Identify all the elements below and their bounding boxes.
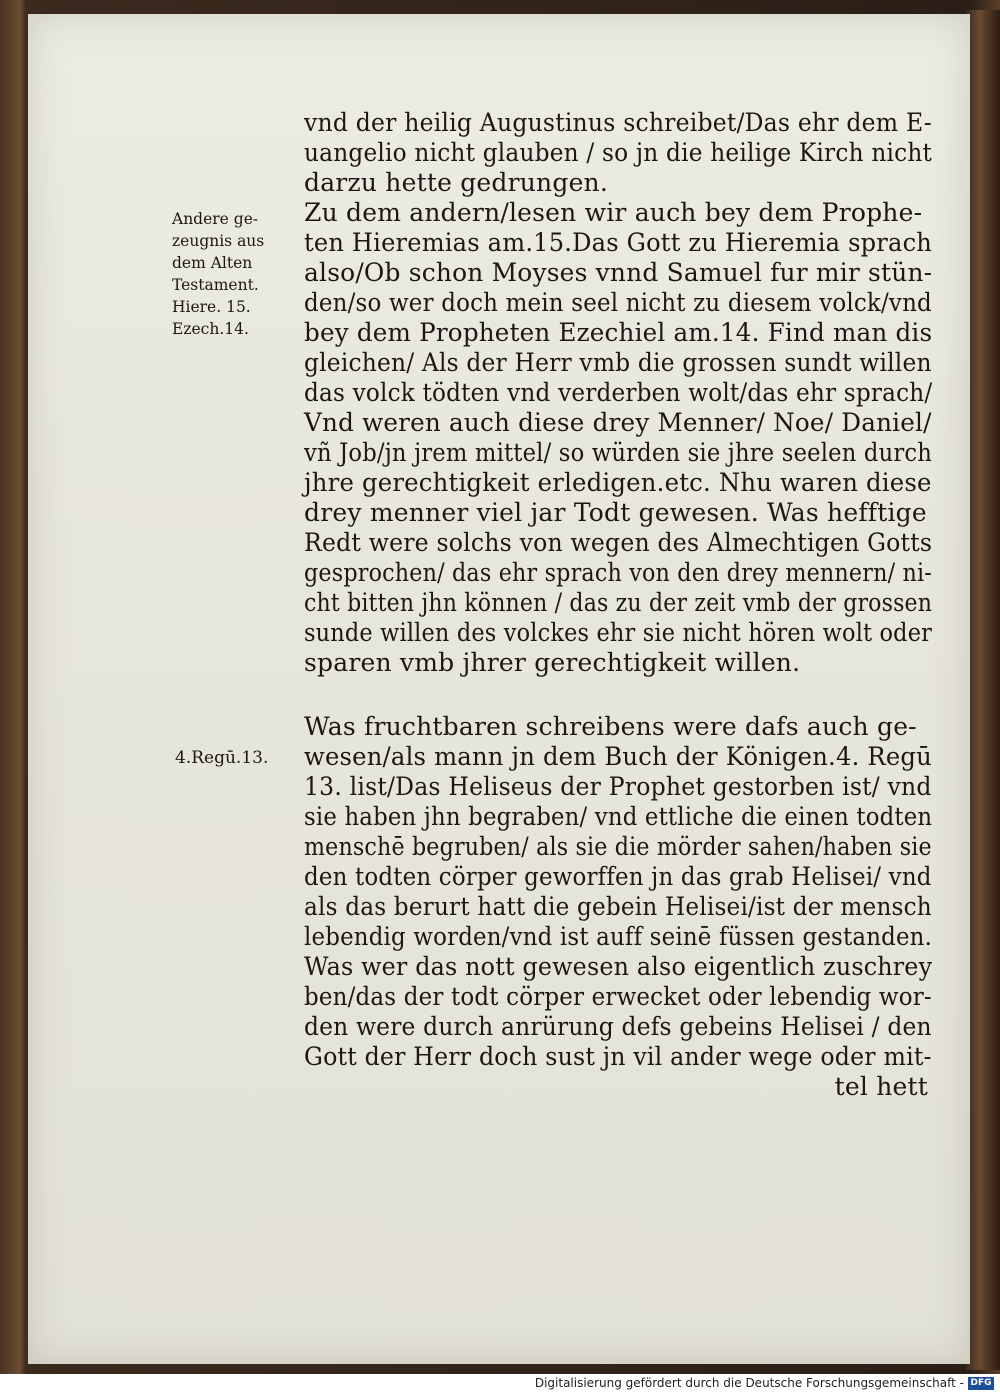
text-line: als das berurt hatt die gebein Helisei/ist der mensch bbox=[304, 892, 932, 921]
margin-note: Andere ge- bbox=[172, 210, 259, 228]
margin-note: zeugnis aus bbox=[172, 232, 265, 250]
paragraph-2 bbox=[304, 198, 932, 678]
text-line: gesprochen/ das ehr sprach von den drey mennern/ ni- bbox=[304, 558, 932, 587]
footer-bar bbox=[0, 1374, 1000, 1394]
text-line: den/so wer doch mein seel nicht zu diesem volck/vnd bbox=[304, 288, 932, 317]
main-text-block bbox=[304, 108, 932, 1102]
text-line: Zu dem andern/lesen wir auch bey dem Prophe- bbox=[304, 198, 923, 227]
text-line: das volck tödten vnd verderben wolt/das ehr sprach/ bbox=[304, 378, 933, 407]
text-line: sunde willen des volckes ehr sie nicht hören wolt oder bbox=[304, 618, 933, 647]
text-line: Was fruchtbaren schreibens were dafs auch ge- bbox=[304, 712, 917, 741]
text-line: jhre gerechtigkeit erledigen.etc. Nhu waren diese bbox=[304, 468, 932, 497]
margin-note: Hiere. 15. bbox=[172, 298, 251, 316]
margin-note: Testament. bbox=[172, 276, 259, 294]
paragraph-1 bbox=[304, 108, 932, 198]
text-line: Vnd weren auch diese drey Menner/ Noe/ Daniel/ bbox=[304, 408, 932, 437]
text-line: Gott der Herr doch sust jn vil ander wege oder mit- bbox=[304, 1042, 932, 1071]
paragraph-3 bbox=[304, 712, 932, 1072]
text-line: den were durch anrürung defs gebeins Helisei / den bbox=[304, 1012, 932, 1041]
text-line: sparen vmb jhrer gerechtigkeit willen. bbox=[304, 648, 801, 677]
text-line: cht bitten jhn können / das zu der zeit vmb der grossen bbox=[304, 588, 933, 617]
text-line: bey dem Propheten Ezechiel am.14. Find man dis bbox=[304, 318, 933, 347]
text-line: uangelio nicht glauben / so jn die heilige Kirch nicht bbox=[304, 138, 933, 167]
margin-note-regum: 4.Regū.13. bbox=[175, 748, 269, 768]
margin-note: Ezech.14. bbox=[172, 320, 249, 338]
margin-notes bbox=[172, 208, 300, 340]
text-line: wesen/als mann jn dem Buch der Königen.4. Regū bbox=[304, 742, 932, 771]
text-line: 13. list/Das Heliseus der Prophet gestorben ist/ vnd bbox=[304, 772, 932, 801]
text-line: drey menner viel jar Todt gewesen. Was hefftige bbox=[304, 498, 927, 527]
paragraph-gap bbox=[304, 678, 932, 712]
text-line: den todten cörper geworffen jn das grab Helisei/ vnd bbox=[304, 862, 932, 891]
text-line: menschē begruben/ als sie die mörder sahen/haben sie bbox=[304, 832, 932, 861]
text-line: vñ Job/jn jrem mittel/ so würden sie jhre seelen durch bbox=[304, 438, 933, 467]
margin-note: dem Alten bbox=[172, 254, 253, 272]
text-line: also/Ob schon Moyses vnnd Samuel fur mir stün- bbox=[304, 258, 933, 287]
dfg-logo: DFG bbox=[968, 1377, 994, 1390]
catchword: tel hett bbox=[834, 1072, 928, 1101]
text-line: sie haben jhn begraben/ vnd ettliche die einen todten bbox=[304, 802, 933, 831]
text-line: ten Hieremias am.15.Das Gott zu Hieremia sprach bbox=[304, 228, 933, 257]
text-line: darzu hette gedrungen. bbox=[304, 168, 609, 197]
text-line: Was wer das nott gewesen also eigentlich zuschrey bbox=[304, 952, 933, 981]
footer-credit: Digitalisierung gefördert durch die Deutsche Forschungsgemeinschaft - bbox=[534, 1376, 964, 1390]
book-edge bbox=[966, 10, 1000, 1370]
text-line: Redt were solchs von wegen des Almechtigen Gotts bbox=[304, 528, 933, 557]
text-line: vnd der heilig Augustinus schreibet/Das ehr dem E- bbox=[304, 108, 932, 137]
text-line: ben/das der todt cörper erwecket oder lebendig wor- bbox=[304, 982, 932, 1011]
text-line: gleichen/ Als der Herr vmb die grossen sundt willen bbox=[304, 348, 932, 377]
text-line: lebendig worden/vnd ist auff seinē füssen gestanden. bbox=[304, 922, 933, 951]
